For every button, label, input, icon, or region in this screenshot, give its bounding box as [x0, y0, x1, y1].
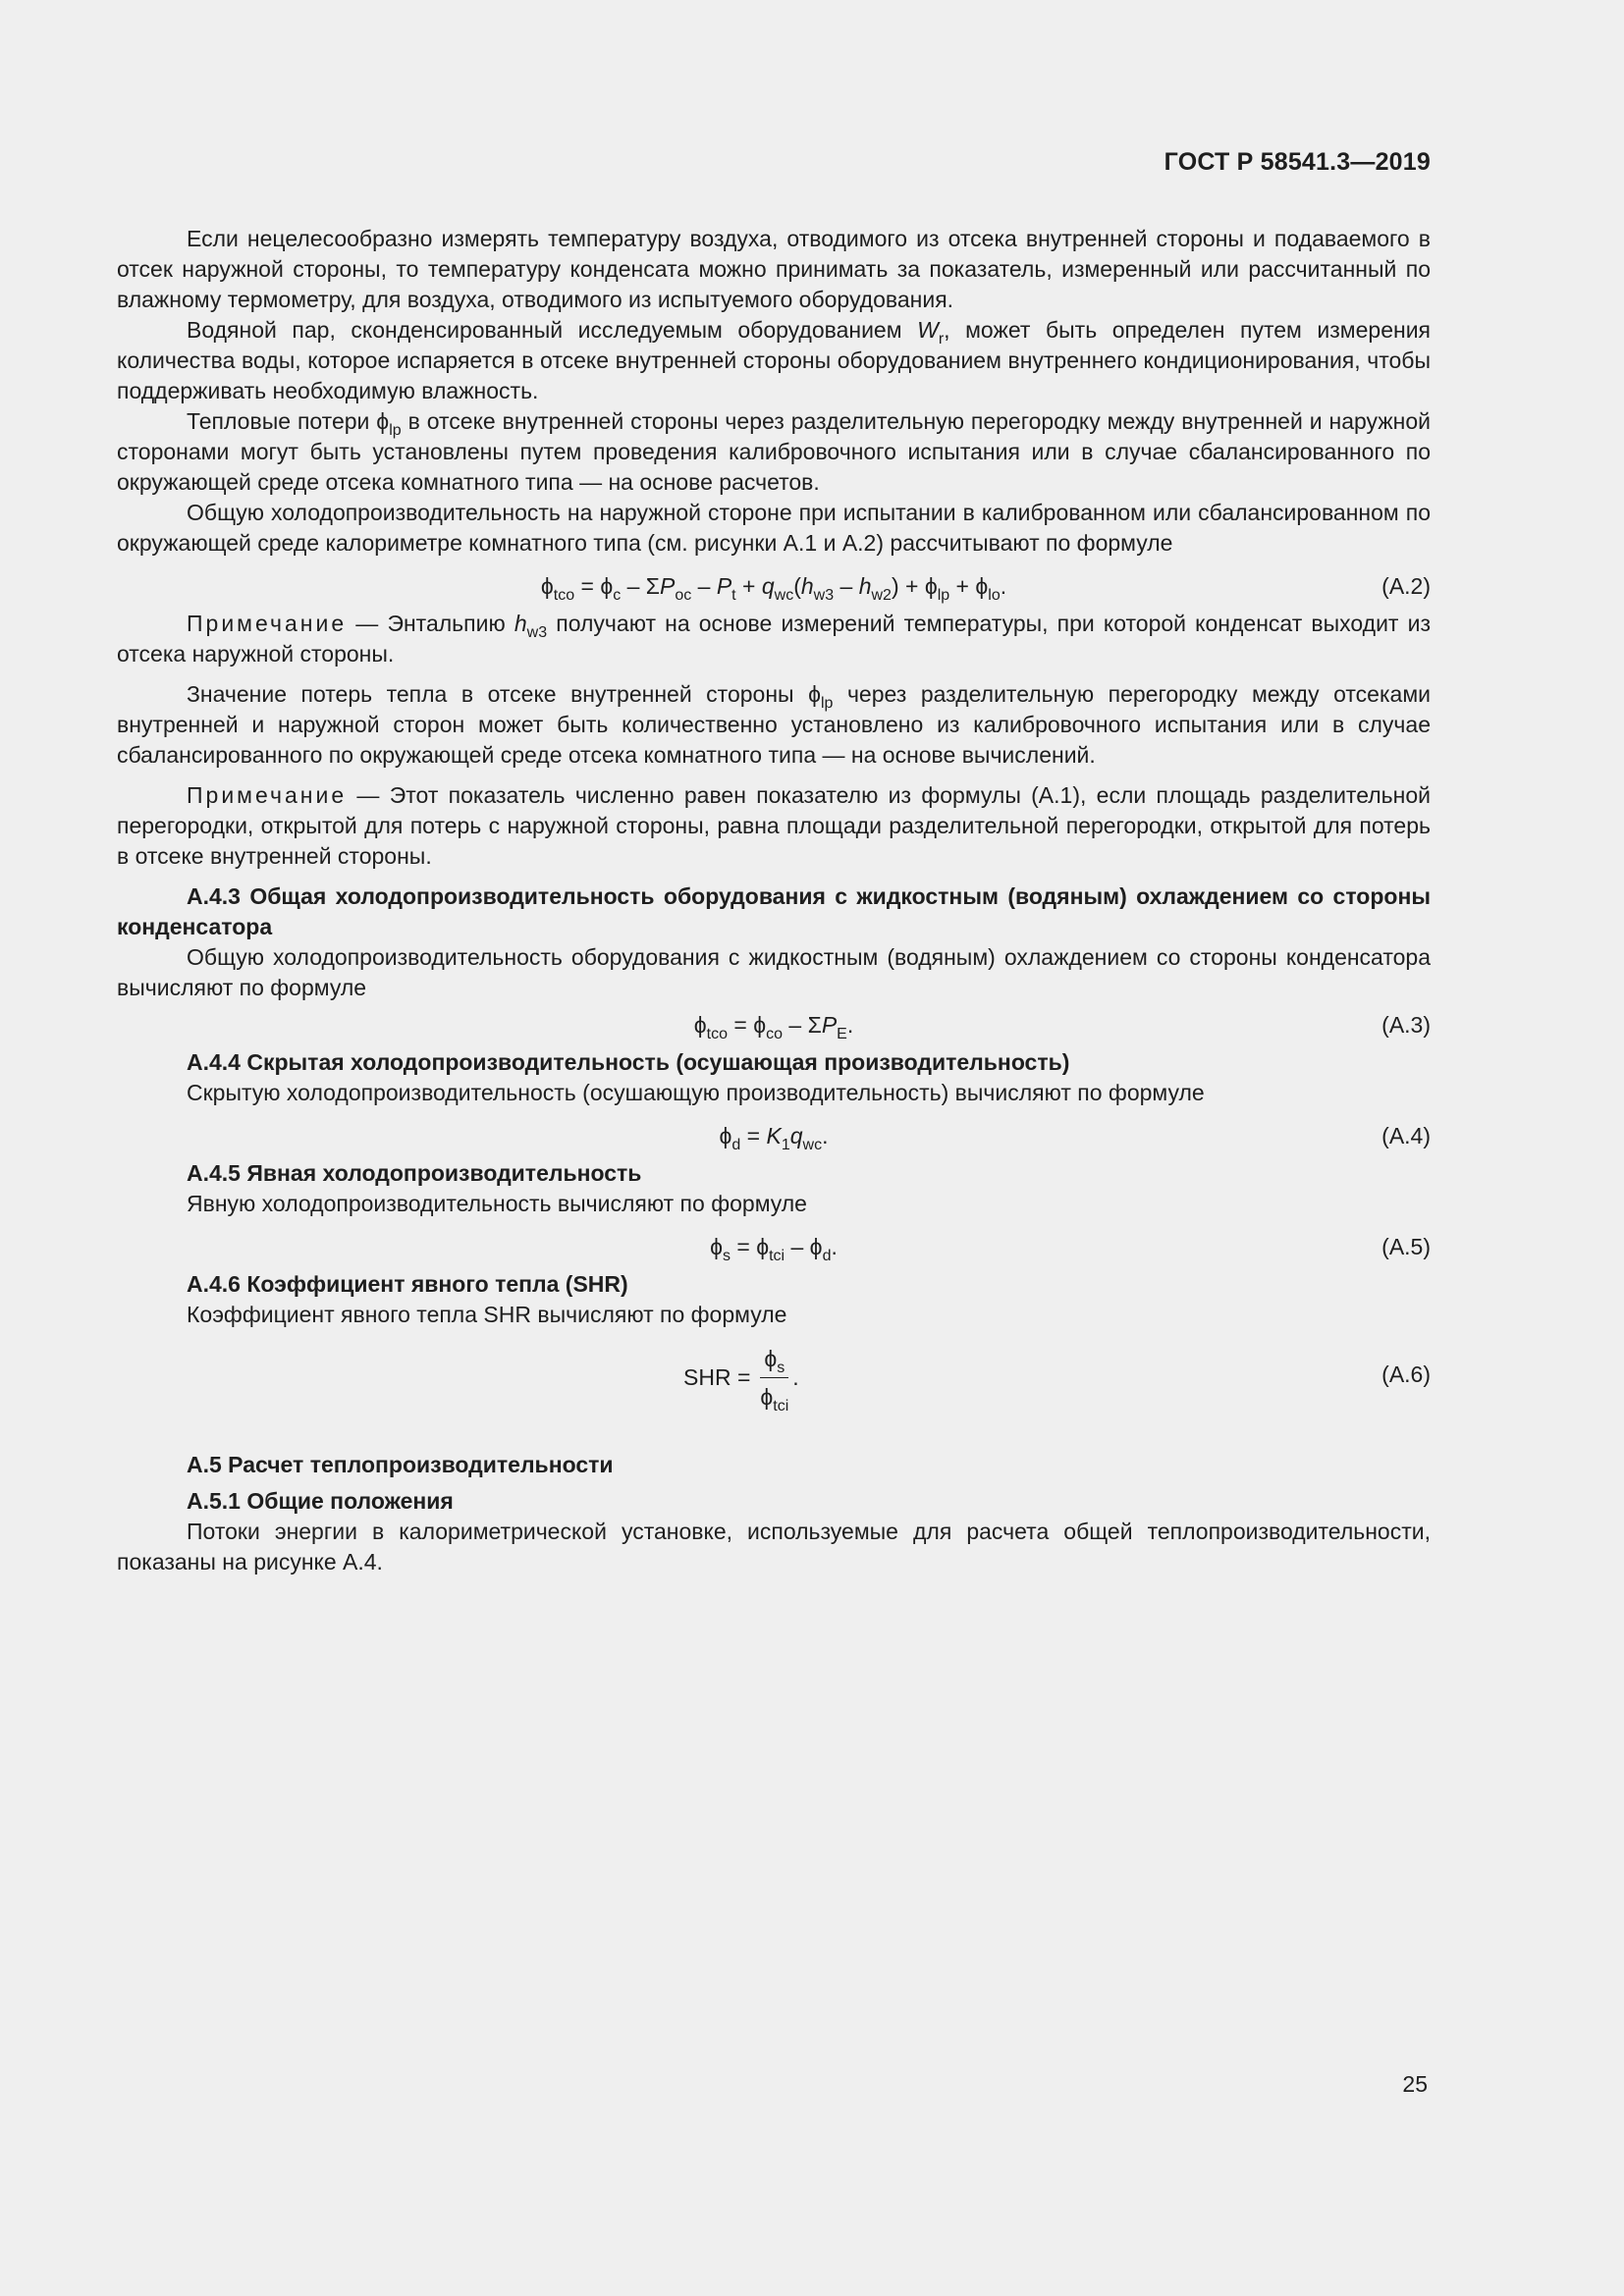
- paragraph-condensate-temperature: Если нецелесообразно измерять температуру воздуха, отводимого из отсека внутренней стороны и подаваемого в отсек наружной стороны, то температуру конденсата можно принимать за показатель, измеренный или рассчитанный по влажному термометру, для воздуха, отводимого из испытуемого оборудования.: [117, 226, 1431, 312]
- formula-a6: [117, 1338, 1431, 1416]
- section-a51-title: А.5.1 Общие положения: [187, 1488, 454, 1514]
- formula-a6-expression: [683, 1338, 799, 1416]
- formula-a6-fraction: [756, 1342, 792, 1414]
- formula-a2-number: (А.2): [1381, 573, 1431, 599]
- section-a5-title: А.5 Расчет теплопроизводительности: [187, 1452, 614, 1477]
- section-a45-text: Явную холодопроизводительность вычисляют по формуле: [187, 1191, 807, 1216]
- formula-a2-expression: $\phi_{tco} = \phi_c - \Sigma P_{oc} - P_t + q_{wc}(h_{w3} - h_{w2}) + \phi_{lp} + \phi_{lo}$.: [540, 573, 1007, 604]
- formula-a6-number: (А.6): [1381, 1362, 1431, 1387]
- formula-a6-lhs: SHR =: [683, 1363, 751, 1390]
- note-enthalpy: Примечание — Энтальпию $h_{w3}$ получают на основе измерений температуры, при которой конденсат выходит из отсека наружной стороны.: [117, 611, 1431, 667]
- paragraph-total-cooling: Общую холодопроизводительность на наружной стороне при испытании в калиброванном или сбалансированном по окружающей среде калориметре комнатного типа (см. рисунки А.1 и А.2) рассчитывают по формуле: [117, 500, 1431, 556]
- formula-a5: [117, 1227, 1431, 1267]
- page-number: 25: [1402, 2071, 1428, 2097]
- formula-a5-number: (А.5): [1381, 1234, 1431, 1259]
- section-a44-title: А.4.4 Скрытая холодопроизводительность (осушающая производительность): [187, 1049, 1070, 1075]
- formula-a6-denominator: $\phi_{tci}$: [760, 1383, 789, 1415]
- formula-a4-number: (А.4): [1381, 1123, 1431, 1148]
- formula-a3-number: (А.3): [1381, 1012, 1431, 1038]
- paragraph-water-vapor: Водяной пар, сконденсированный исследуемым оборудованием $W_r$, может быть определен путем измерения количества воды, которое испаряется в отсеке внутренней стороны оборудованием внутреннего кондиционирования, чтобы поддерживать необходимую влажность.: [117, 317, 1431, 403]
- section-a43-title: А.4.3 Общая холодопроизводительность оборудования с жидкостным (водяным) охлаждением со стороны конденсатора: [117, 883, 1431, 939]
- section-a45-title: А.4.5 Явная холодопроизводительность: [187, 1160, 642, 1186]
- formula-a4: [117, 1116, 1431, 1156]
- formula-a4-expression: $\phi_d = K_1q_{wc}$.: [719, 1123, 829, 1153]
- formula-a6-numerator: $\phi_s$: [760, 1342, 788, 1378]
- paragraph-heat-losses: Тепловые потери $\phi_{lp}$ в отсеке внутренней стороны через разделительную перегородку между внутренней и наружной сторонами могут быть установлены путем проведения калибровочного испытания или в случае сбалансированного по окружающей среде отсека комнатного типа — на основе расчетов.: [117, 408, 1432, 495]
- section-a43-text: Общую холодопроизводительность оборудования с жидкостным (водяным) охлаждением со стороны конденсатора вычисляют по формуле: [117, 944, 1431, 1000]
- formula-a3-expression: $\phi_{tco} = \phi_{co} - \Sigma P_E$.: [693, 1012, 854, 1042]
- formula-a6-period: .: [792, 1363, 799, 1390]
- section-a51-text: Потоки энергии в калориметрической установке, используемые для расчета общей теплопроизводительности, показаны на рисунке А.4.: [117, 1519, 1431, 1575]
- paragraph-heat-loss-value: Значение потерь тепла в отсеке внутренней стороны $\phi_{lp}$ через разделительную перегородку между отсеками внутренней и наружной сторон может быть количественно установлено из калибровочного испытания или в случае сбалансированного по окружающей среде отсека комнатного типа — на основе вычислений.: [117, 681, 1431, 768]
- section-a44-text: Скрытую холодопроизводительность (осушающую производительность) вычисляют по формуле: [187, 1080, 1205, 1105]
- section-a46-title: А.4.6 Коэффициент явного тепла (SHR): [187, 1271, 628, 1297]
- formula-a3: [117, 1005, 1431, 1045]
- section-a46-text: Коэффициент явного тепла SHR вычисляют по формуле: [187, 1302, 787, 1327]
- document-id-header: ГОСТ Р 58541.3—2019: [1164, 148, 1431, 176]
- formula-a2: [117, 566, 1431, 607]
- note-partition-area: Примечание — Этот показатель численно равен показателю из формулы (А.1), если площадь разделительной перегородки, открытой для потерь с наружной стороны, равна площади разделительной перегородки, открытой для потерь в отсеке внутренней стороны.: [117, 782, 1431, 869]
- formula-a5-expression: $\phi_s = \phi_{tci} - \phi_d$.: [710, 1234, 838, 1264]
- page-content: [117, 224, 1431, 1577]
